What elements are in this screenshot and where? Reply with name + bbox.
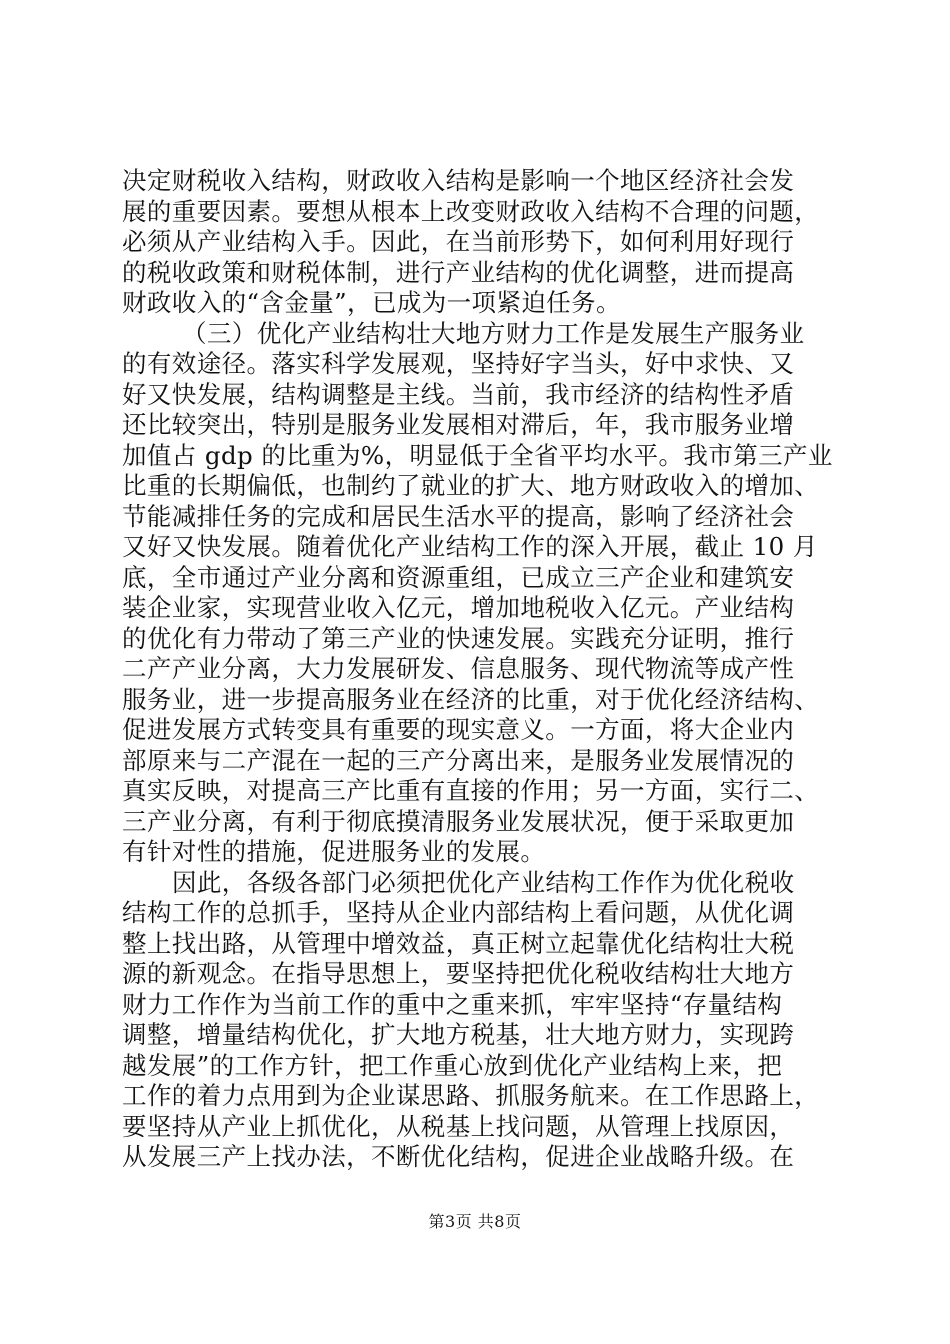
text-line: 部原来与二产混在一起的三产分离出来，是服务业发展情况的: [122, 745, 795, 775]
text-line: 底，全市通过产业分离和资源重组，已成立三产企业和建筑安: [122, 562, 795, 592]
text-line: 服务业，进一步提高服务业在经济的比重，对于优化经济结构、: [122, 684, 820, 714]
text-line: 有针对性的措施，促进服务业的发展。: [122, 837, 546, 866]
body-text: [122, 166, 834, 1173]
text-line: 比重的长期偏低，也制约了就业的扩大、地方财政收入的增加、: [122, 471, 820, 500]
text-line: 又好又快发展。随着优化产业结构工作的深入开展，截止 10 月: [122, 532, 818, 561]
section-heading-line: （三）优化产业结构壮大地方财力工作是发展生产服务业: [182, 318, 805, 348]
text-line: 加值占 gdp 的比重为%，明显低于全省平均水平。我市第三产业: [122, 440, 833, 470]
text-line: 要坚持从产业上抓优化，从税基上找问题，从管理上找原因，: [122, 1111, 795, 1141]
page-number-footer: 第3页 共8页: [428, 1212, 522, 1231]
text-line: 财政收入的“含金量”，已成为一项紧迫任务。: [122, 288, 621, 317]
text-line: 从发展三产上找办法，不断优化结构，促进企业战略升级。在: [122, 1142, 795, 1171]
text-line: 财力工作作为当前工作的重中之重来抓，牢牢坚持“存量结构: [122, 989, 783, 1019]
text-line: 好又快发展，结构调整是主线。当前，我市经济的结构性矛盾: [122, 379, 795, 409]
text-line: 工作的着力点用到为企业谋思路、抓服务航来。在工作思路上，: [122, 1081, 820, 1110]
text-line: 的优化有力带动了第三产业的快速发展。实践充分证明，推行: [122, 623, 795, 653]
text-line: 真实反映，对提高三产比重有直接的作用；另一方面，实行二、: [122, 776, 820, 805]
text-line: 还比较突出，特别是服务业发展相对滞后，年，我市服务业增: [122, 410, 795, 439]
text-line: 决定财税收入结构，财政收入结构是影响一个地区经济社会发: [122, 166, 795, 195]
text-line: 展的重要因素。要想从根本上改变财政收入结构不合理的问题，: [122, 196, 820, 226]
text-line: 源的新观念。在指导思想上，要坚持把优化税收结构壮大地方: [122, 959, 795, 988]
text-line: 三产业分离，有利于彻底摸清服务业发展状况，便于采取更加: [122, 806, 795, 836]
text-line: 装企业家，实现营业收入亿元，增加地税收入亿元。产业结构: [122, 593, 795, 622]
text-line: 必须从产业结构入手。因此，在当前形势下，如何利用好现行: [122, 227, 795, 256]
text-line: 整上找出路，从管理中增效益，真正树立起靠优化结构壮大税: [122, 928, 795, 958]
text-line: 调整，增量结构优化，扩大地方税基，壮大地方财力，实现跨: [122, 1020, 795, 1049]
text-line: 节能减排任务的完成和居民生活水平的提高，影响了经济社会: [122, 501, 795, 531]
text-line: 的税收政策和财税体制，进行产业结构的优化调整，进而提高: [122, 257, 795, 287]
text-line: 的有效途径。落实科学发展观，坚持好字当头，好中求快、又: [122, 349, 795, 378]
text-line: 二产产业分离，大力发展研发、信息服务、现代物流等成产性: [122, 654, 795, 683]
text-line: 结构工作的总抓手，坚持从企业内部结构上看问题，从优化调: [122, 898, 795, 927]
text-line: 越发展”的工作方针，把工作重心放到优化产业结构上来，把: [122, 1050, 783, 1080]
paragraph-start-line: 因此，各级各部门必须把优化产业结构工作作为优化税收: [172, 867, 795, 897]
text-line: 促进发展方式转变具有重要的现实意义。一方面，将大企业内: [122, 715, 795, 744]
